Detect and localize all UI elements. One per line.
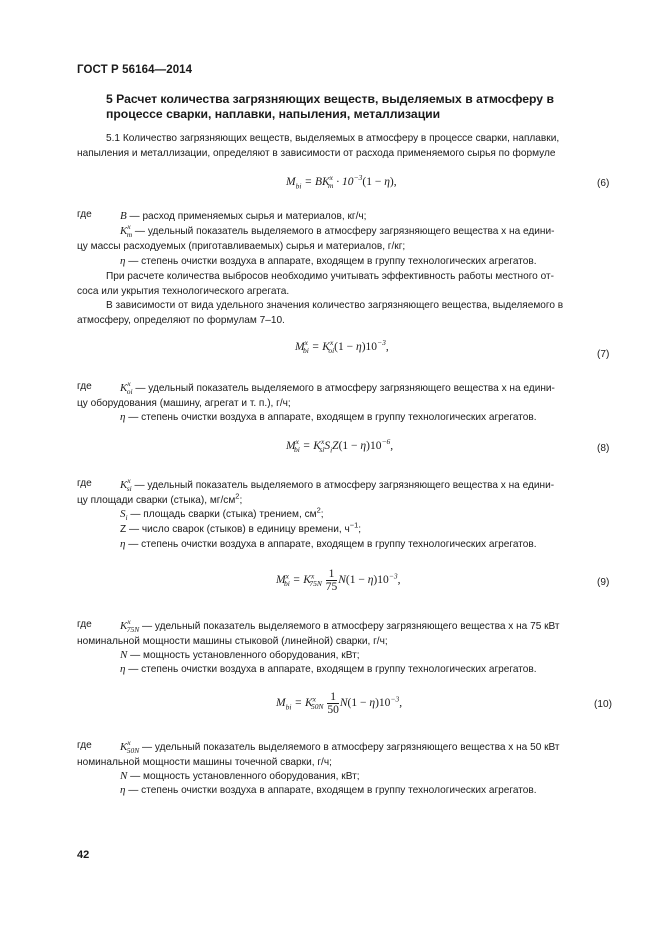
where-row-Z: Z — число сварок (стыков) в единицу времени, $ч^{-1}$; xyxy=(120,520,362,535)
section-title xyxy=(106,92,616,122)
where-desc: — площадь сварки (стыка) трением, см xyxy=(130,509,317,520)
where-desc: — степень очистки воздуха в аппарате, входящем в группу технологических агрегатов. xyxy=(128,412,537,423)
where-desc: — удельный показатель выделяемого в атмосферу загрязняющего вещества х на 50 кВт xyxy=(142,742,560,753)
where-row-eta: η — степень очистки воздуха в аппарате, входящем в группу технологических агрегатов. xyxy=(120,784,537,796)
section-title-line-2: процессе сварки, наплавки, напыления, металлизации xyxy=(106,107,441,121)
section-title-line-1: 5 Расчет количества загрязняющих веществ, выделяемых в атмосферу в xyxy=(106,92,554,106)
page-number: 42 xyxy=(77,849,90,861)
where-row-eta: η — степень очистки воздуха в аппарате, входящем в группу технологических агрегатов. xyxy=(120,411,537,423)
where-desc: — степень очистки воздуха в аппарате, входящем в группу технологических агрегатов. xyxy=(128,664,537,675)
where-desc: — удельный показатель выделяемого в атмосферу загрязняющего вещества х на едини- xyxy=(134,480,555,491)
where-desc: — расход применяемых сырья и материалов, кг/ч; xyxy=(129,211,367,222)
where-label: где xyxy=(77,381,92,392)
where-desc: цу площади сварки (стыка), мг/см xyxy=(77,495,236,506)
paragraph-line: 5.1 Количество загрязняющих веществ, выделяемых в атмосферу в процессе сварки, наплавки, xyxy=(106,133,560,144)
where-desc: — число сварок (стыков) в единицу времени, ч xyxy=(128,524,350,535)
paragraph-local-exhaust xyxy=(77,269,614,299)
formula-7: $M^x_{bi} = K^x_{oi}(1 - \eta)10^{-3}$, xyxy=(295,338,389,356)
where-desc: — мощность установленного оборудования, кВт; xyxy=(130,650,360,661)
where-label: где xyxy=(77,209,92,220)
where-row-K: $K^x_{75N}$ — удельный показатель выделяемого в атмосферу загрязняющего вещества х на 75 кВт номинальной мощности машины стыковой (линейной) сварки, г/ч; xyxy=(77,619,614,649)
where-row-N: N — мощность установленного оборудования, кВт; xyxy=(120,770,360,782)
where-desc: номинальной мощности машины стыковой (линейной) сварки, г/ч; xyxy=(77,636,388,647)
equation-number-6: (6) xyxy=(597,178,610,189)
equation-number-8: (8) xyxy=(597,443,610,454)
document-code: ГОСТ Р 56164—2014 xyxy=(77,64,193,76)
where-row-eta: η — степень очистки воздуха в аппарате, входящем в группу технологических агрегатов. xyxy=(120,663,537,675)
where-row-K: $K^x_{oi}$ — удельный показатель выделяемого в атмосферу загрязняющего вещества х на едини- цу оборудования (машину, агрегат и т. п.), г/ч; xyxy=(77,381,614,411)
paragraph-line: напыления и металлизации, определяют в зависимости от расхода применяемого сырья по формуле xyxy=(77,148,556,159)
formula-6: $M_{bi} = BK^x_m \cdot 10^{-3}(1 - \eta)$, xyxy=(286,173,397,191)
equation-number-10: (10) xyxy=(594,699,612,710)
equation-number-7: (7) xyxy=(597,349,610,360)
where-desc: — удельный показатель выделяемого в атмосферу загрязняющего вещества х на едини- xyxy=(135,383,555,394)
paragraph-5-1 xyxy=(77,131,614,161)
where-row-N: N — мощность установленного оборудования, кВт; xyxy=(120,649,360,661)
paragraph-line: соса или укрытия технологического агрегата. xyxy=(77,286,290,297)
where-label: где xyxy=(77,740,92,751)
where-row-eta: η — степень очистки воздуха в аппарате, входящем в группу технологических агрегатов. xyxy=(120,255,537,267)
where-desc: — удельный показатель выделяемого в атмосферу загрязняющего вещества х на едини- xyxy=(134,226,555,237)
where-row-eta: η — степень очистки воздуха в аппарате, входящем в группу технологических агрегатов. xyxy=(120,538,537,550)
where-row-K: $K^x_m$ — удельный показатель выделяемого в атмосферу загрязняющего вещества х на едини- цу массы расходуемых (приготавливаемых) сырья и материалов, г/кг; xyxy=(77,224,614,254)
where-desc: номинальной мощности машины точечной сварки, г/ч; xyxy=(77,757,332,768)
paragraph-depend xyxy=(77,298,614,328)
formula-9: $M^x_{bi} = K^x_{75N}$ $\frac{1}{75}$ $N(1 - \eta)10^{-3}$, xyxy=(276,568,401,593)
where-desc: цу массы расходуемых (приготавливаемых) сырья и материалов, г/кг; xyxy=(77,241,406,252)
where-desc: — степень очистки воздуха в аппарате, входящем в группу технологических агрегатов. xyxy=(128,785,537,796)
fraction-denominator: 75 xyxy=(325,581,338,593)
where-desc: — мощность установленного оборудования, кВт; xyxy=(130,771,360,782)
paragraph-line: В зависимости от вида удельного значения количество загрязняющего вещества, выделяемого в xyxy=(106,300,564,311)
paragraph-line: При расчете количества выбросов необходимо учитывать эффективность работы местного от- xyxy=(106,271,554,282)
formula-8: $M^x_{bi} = K^x_{si}S_iZ(1 - \eta)10^{-6}$, xyxy=(286,437,394,455)
where-desc: — степень очистки воздуха в аппарате, входящем в группу технологических агрегатов. xyxy=(128,539,537,550)
where-desc: — удельный показатель выделяемого в атмосферу загрязняющего вещества х на 75 кВт xyxy=(142,621,560,632)
where-label: где xyxy=(77,478,92,489)
fraction-denominator: 50 xyxy=(327,704,339,716)
where-row-K: $K^x_{50N}$ — удельный показатель выделяемого в атмосферу загрязняющего вещества х на 50 кВт номинальной мощности машины точечной сварки, г/ч; xyxy=(77,740,614,770)
paragraph-line: атмосферу, определяют по формулам 7–10. xyxy=(77,315,285,326)
where-desc: цу оборудования (машину, агрегат и т. п.), г/ч; xyxy=(77,398,291,409)
equation-number-9: (9) xyxy=(597,577,610,588)
where-row-K: $K^x_{si}$ — удельный показатель выделяемого в атмосферу загрязняющего вещества х на едини- цу площади сварки (стыка), $мг/см^2$; xyxy=(77,476,555,506)
fraction: $\frac{1}{75}$ xyxy=(325,568,338,593)
formula-10: $M_{bi} = K^x_{50N}$ $\frac{1}{50}$ $N(1 - \eta)10^{-3}$, xyxy=(276,691,403,716)
where-row-S: $S_i$ — площадь сварки (стыка) трением, $см^2$; xyxy=(120,505,324,523)
where-row-B: B — расход применяемых сырья и материалов, кг/ч; xyxy=(120,210,367,222)
where-desc: — степень очистки воздуха в аппарате, входящем в группу технологических агрегатов. xyxy=(128,256,537,267)
where-label: где xyxy=(77,619,92,630)
fraction: $\frac{1}{50}$ xyxy=(327,691,339,716)
